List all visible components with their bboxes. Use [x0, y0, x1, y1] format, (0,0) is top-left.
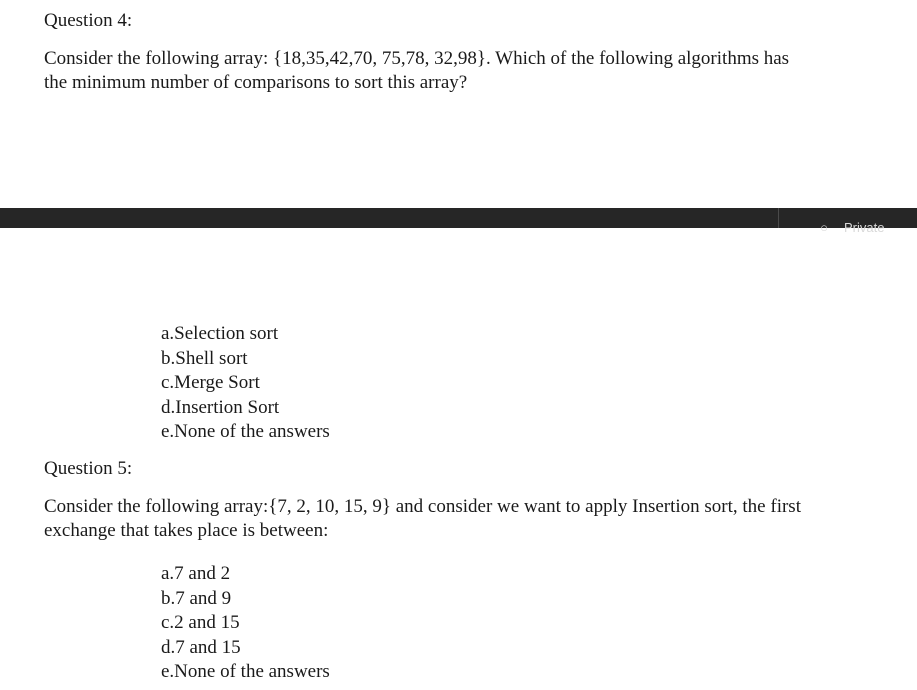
question-4-text — [44, 47, 864, 95]
question-5-option-d[interactable]: d.7 and 15 — [161, 636, 241, 658]
question-4-title: Question 4: — [44, 10, 133, 31]
bar-divider — [778, 208, 779, 228]
question-4-text-line-1: Consider the following array: {18,35,42,70, 75,78, 32,98}. Which of the following algorithms has — [44, 48, 790, 69]
question-4-option-b[interactable]: b.Shell sort — [161, 347, 248, 369]
question-5-text-line-1: Consider the following array:{7, 2, 10, 15, 9} and consider we want to apply Insertion sort, the first — [44, 496, 801, 517]
question-4-option-d[interactable]: d.Insertion Sort — [161, 396, 280, 418]
question-5-option-e[interactable]: e.None of the answers — [161, 661, 330, 682]
question-5-text-line-2: exchange that takes place is between: — [44, 520, 329, 541]
question-5-title: Question 5: — [44, 458, 133, 479]
question-5-option-c[interactable]: c.2 and 15 — [161, 612, 240, 633]
person-icon: ○ — [820, 220, 828, 235]
question-4-text-line-2: the minimum number of comparisons to sort this array? — [44, 72, 468, 93]
bar-peek-text: Private — [844, 220, 885, 235]
question-5-option-a[interactable]: a.7 and 2 — [161, 563, 231, 584]
question-5-options — [161, 562, 330, 685]
bar-peek-label[interactable] — [818, 218, 884, 238]
question-4-option-c[interactable]: c.Merge Sort — [161, 372, 260, 393]
question-5-option-b[interactable]: b.7 and 9 — [161, 587, 232, 609]
question-4-option-a[interactable]: a.Selection sort — [161, 323, 279, 344]
question-4-options — [161, 322, 330, 445]
dark-overlay-bar — [0, 208, 917, 235]
question-4-option-e[interactable]: e.None of the answers — [161, 421, 330, 442]
question-5-text — [44, 495, 864, 543]
